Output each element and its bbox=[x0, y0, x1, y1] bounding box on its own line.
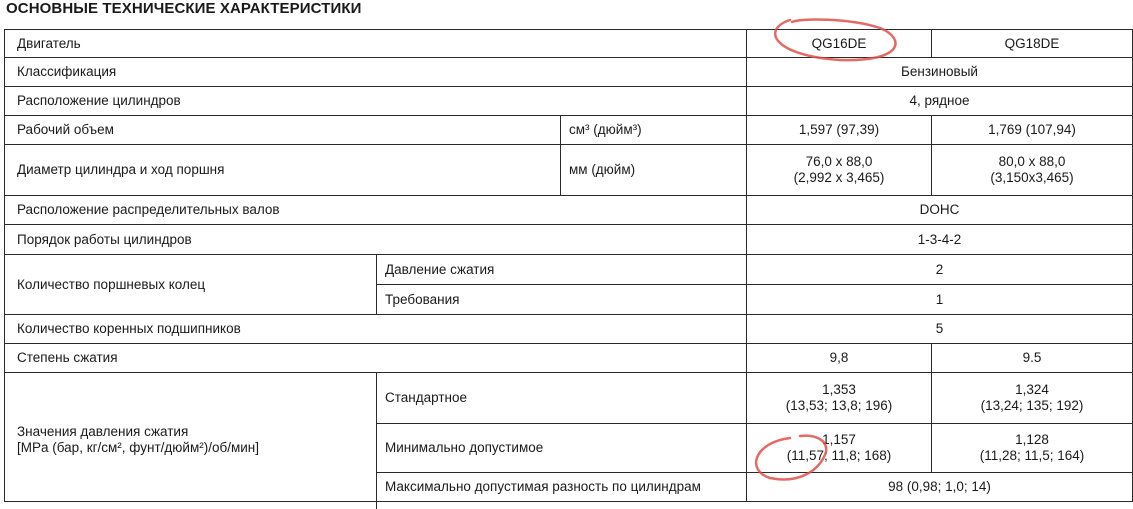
cylinder-arrangement-value: 4, рядное bbox=[909, 93, 970, 108]
standard-pressure-value-2 bbox=[932, 373, 1132, 423]
section-title: ОСНОВНЫЕ ТЕХНИЧЕСКИЕ ХАРАКТЕРИСТИКИ bbox=[6, 0, 362, 17]
bore-stroke-value-2 bbox=[932, 145, 1132, 195]
bore-stroke-value-2-line1: 80,0 x 88,0 bbox=[998, 154, 1066, 169]
engine-model-2: QG18DE bbox=[1004, 35, 1060, 51]
standard-pressure-value-2-line1: 1,324 bbox=[1015, 382, 1049, 397]
compression-ratio-label: Степень сжатия bbox=[17, 350, 118, 365]
piston-rings-oil-value: 1 bbox=[935, 291, 944, 307]
firing-order-value: 1-3-4-2 bbox=[917, 231, 962, 247]
row-divider bbox=[4, 501, 1133, 502]
max-difference-value: 98 (0,98; 1,0; 14) bbox=[888, 479, 991, 494]
piston-rings-oil-label: Требования bbox=[385, 291, 460, 307]
classification-value: Бензиновый bbox=[901, 64, 978, 79]
firing-order-label: Порядок работы цилиндров bbox=[17, 231, 192, 247]
standard-pressure-value-2-line2: (13,24; 135; 192) bbox=[980, 398, 1084, 413]
compression-ratio-value-2: 9.5 bbox=[1022, 350, 1042, 365]
max-difference-label: Максимально допустимая разность по цилиндрам bbox=[385, 479, 701, 494]
compression-ratio-value-1: 9,8 bbox=[829, 350, 849, 365]
bore-stroke-unit: мм (дюйм) bbox=[569, 162, 636, 177]
minimum-pressure-label: Минимально допустимое bbox=[385, 440, 544, 455]
cylinder-arrangement-label: Расположение цилиндров bbox=[17, 93, 181, 108]
standard-pressure-value-1-line2: (13,53; 13,8; 196) bbox=[785, 398, 893, 413]
minimum-pressure-value-2 bbox=[932, 424, 1132, 472]
compression-pressure-label bbox=[5, 373, 376, 501]
main-bearings-value: 5 bbox=[935, 321, 944, 336]
engine-model-1: QG16DE bbox=[811, 35, 867, 51]
minimum-pressure-value-1 bbox=[747, 424, 931, 472]
standard-pressure-value-1 bbox=[747, 373, 931, 423]
main-bearings-label: Количество коренных подшипников bbox=[17, 321, 241, 336]
piston-rings-compression-value: 2 bbox=[935, 261, 944, 277]
compression-pressure-label-line2: [MPa (бар, кг/см², фунт/дюйм²)/об/мин] bbox=[17, 440, 259, 455]
valve-arrangement-label: Расположение распределительных валов bbox=[17, 202, 280, 217]
bore-stroke-value-1-line1: 76,0 x 88,0 bbox=[805, 154, 873, 169]
compression-pressure-label-line1: Значения давления сжатия bbox=[17, 424, 189, 439]
classification-label: Классификация bbox=[17, 64, 117, 79]
bore-stroke-value-2-line2: (3,150x3,465) bbox=[990, 170, 1074, 185]
engine-label: Двигатель bbox=[17, 35, 81, 51]
displacement-label: Рабочий объем bbox=[17, 122, 114, 137]
displacement-value-2: 1,769 (107,94) bbox=[988, 122, 1076, 137]
piston-rings-compression-label: Давление сжатия bbox=[385, 261, 495, 277]
bore-stroke-label: Диаметр цилиндра и ход поршня bbox=[17, 162, 225, 177]
minimum-pressure-value-2-line2: (11,28; 11,5; 164) bbox=[979, 448, 1085, 463]
minimum-pressure-value-1-line1: 1,157 bbox=[822, 432, 856, 447]
piston-rings-label: Количество поршневых колец bbox=[17, 276, 206, 292]
standard-pressure-value-1-line1: 1,353 bbox=[822, 382, 856, 397]
valve-arrangement-value: DOHC bbox=[919, 202, 960, 217]
bore-stroke-value-1 bbox=[747, 145, 931, 195]
standard-pressure-label: Стандартное bbox=[385, 390, 467, 405]
displacement-unit: см³ (дюйм³) bbox=[569, 122, 642, 137]
bore-stroke-value-1-line2: (2,992 x 3,465) bbox=[793, 170, 885, 185]
minimum-pressure-value-2-line1: 1,128 bbox=[1015, 432, 1049, 447]
minimum-pressure-value-1-line2: (11,57; 11,8; 168) bbox=[786, 448, 892, 463]
displacement-value-1: 1,597 (97,39) bbox=[798, 122, 880, 137]
